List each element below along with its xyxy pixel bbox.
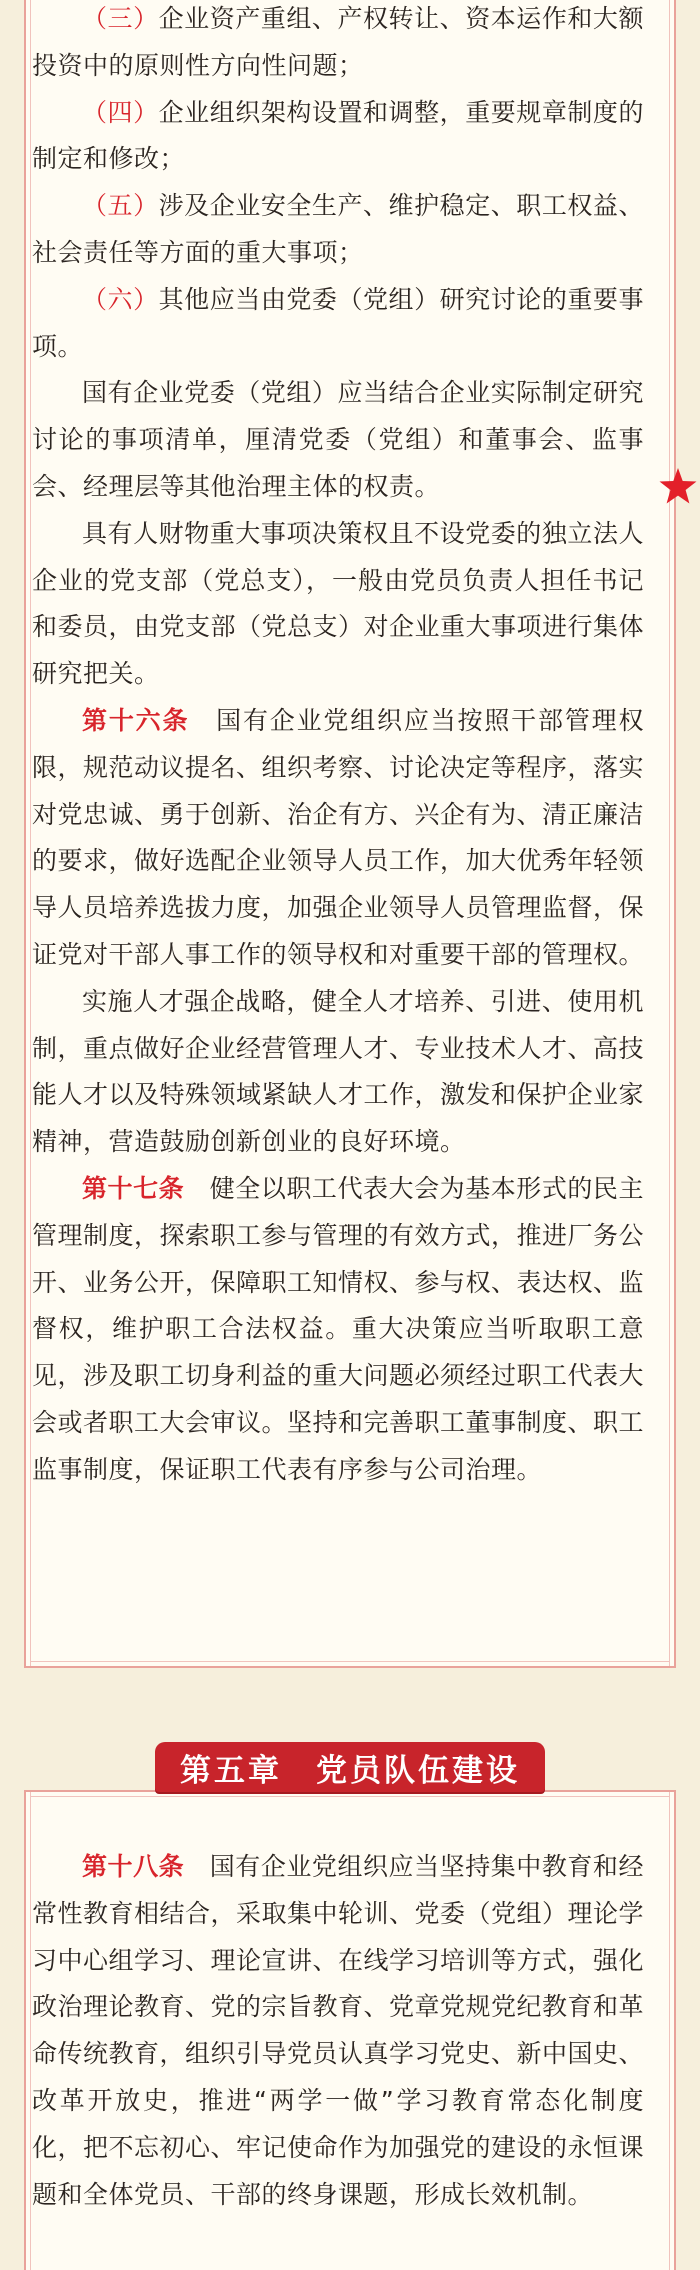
article-label: 第十六条 — [82, 705, 190, 735]
paragraph: 实施人才强企战略，健全人才培养、引进、使用机制，重点做好企业经营管理人才、专业技术人才、高技能人才以及特殊领域紧缺人才工作，激发和保护企业家精神，营造鼓励创新创业的良好环境。 — [32, 986, 645, 1157]
article-body-lower — [32, 1844, 644, 2218]
article-text: 国有企业党组织应当按照干部管理权限，规范动议提名、组织考察、讨论决定等程序，落实对党忠诚、勇于创新、治企有方、兴企有为、清正廉洁的要求，做好选配企业领导人员工作，加大优秀年轻领导人员培养选拔力度，加强企业领导人员管理监督，保证党对干部人事工作的领导权和对重要干部的管理权。 — [32, 705, 645, 969]
list-item-3 — [32, 0, 644, 90]
article-text: 国有企业党组织应当坚持集中教育和经常性教育相结合，采取集中轮训、党委（党组）理论学习中心组学习、理论宣讲、在线学习培训等方式，强化政治理论教育、党的宗旨教育、党章党规党纪教育和革命传统教育，组织引导党员认真学习党史、新中国史、改革开放史，推进“两学一做”学习教育常态化制度化，把不忘初心、牢记使命作为加强党的建设的永恒课题和全体党员、干部的终身课题，形成长效机制。 — [32, 1852, 645, 2209]
list-item-5 — [32, 183, 644, 277]
list-item-6 — [32, 277, 644, 371]
item-text: 企业资产重组、产权转让、资本运作和大额投资中的原则性方向性问题； — [32, 4, 644, 80]
article-18 — [32, 1844, 644, 2218]
item-text: 涉及企业安全生产、维护稳定、职工权益、社会责任等方面的重大事项； — [32, 191, 644, 267]
article-label: 第十七条 — [82, 1173, 185, 1203]
chapter-title-banner — [155, 1742, 545, 1792]
article-17 — [32, 1166, 644, 1494]
item-number: （四） — [82, 97, 159, 127]
item-number: （六） — [82, 284, 159, 314]
item-number: （三） — [82, 4, 159, 33]
panel-inner-border — [30, 1796, 670, 1797]
item-number: （五） — [82, 191, 159, 221]
panel-inner-border — [30, 1661, 670, 1662]
paragraph: 国有企业党委（党组）应当结合企业实际制定研究讨论的事项清单，厘清党委（党组）和董事会、监事会、经理层等其他治理主体的权责。 — [32, 378, 644, 501]
list-item-4 — [32, 90, 644, 184]
chapter-title: 第五章 党员队伍建设 — [180, 1752, 520, 1789]
article-text: 健全以职工代表大会为基本形式的民主管理制度，探索职工参与管理的有效方式，推进厂务公开、业务公开，保障职工知情权、参与权、表达权、监督权，维护职工合法权益。重大决策应当听取职工意见，涉及职工切身利益的重大问题必须经过职工代表大会或者职工大会审议。坚持和完善职工董事制度、职工监事制度，保证职工代表有序参与公司治理。 — [32, 1173, 645, 1484]
star-icon — [658, 466, 698, 506]
item-text: 其他应当由党委（党组）研究讨论的重要事项。 — [32, 284, 644, 361]
paragraph: 具有人财物重大事项决策权且不设党委的独立法人企业的党支部（党总支），一般由党员负责人担任书记和委员，由党支部（党总支）对企业重大事项进行集体研究把关。 — [32, 518, 645, 689]
item-text: 企业组织架构设置和调整，重要规章制度的制定和修改； — [32, 97, 644, 174]
article-label: 第十八条 — [82, 1852, 185, 1881]
article-body-upper — [32, 0, 644, 1494]
article-16 — [32, 698, 644, 979]
